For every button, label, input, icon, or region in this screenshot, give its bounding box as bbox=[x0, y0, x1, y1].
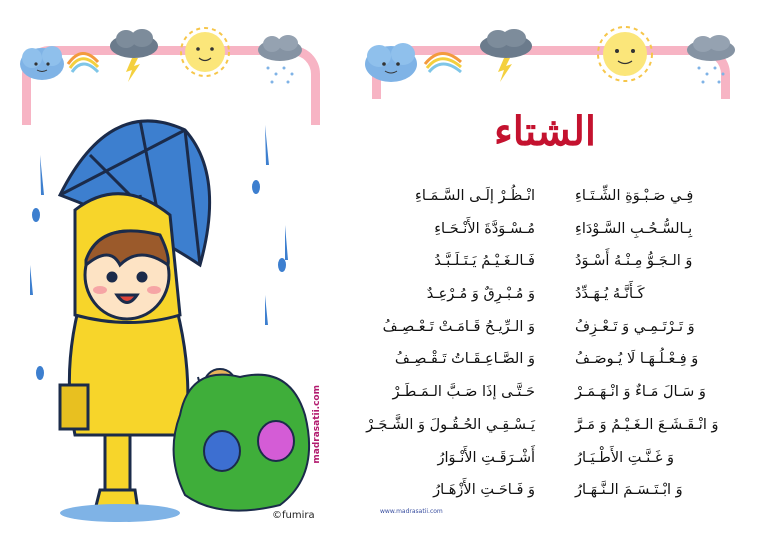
poem-line: وَ الـجَـوُّ مِـنْـهُ أَسْـوَدُ bbox=[575, 253, 693, 270]
poem-line: بِـالسُّـحُـبِ السَّـوْدَاءِ bbox=[575, 220, 693, 237]
right-page bbox=[335, 0, 768, 543]
poem-title: الشتاء bbox=[493, 108, 597, 155]
child-umbrella-illustration bbox=[20, 115, 320, 525]
storm-cloud-icon bbox=[480, 29, 532, 82]
poem-line: أَشْـرَقَـتِ الأَنْـوَارُ bbox=[437, 449, 535, 466]
weather-header-decoration bbox=[365, 22, 745, 92]
watermark: madrasatii.com bbox=[312, 385, 322, 464]
cloud-icon bbox=[365, 43, 417, 82]
rain-cloud-icon bbox=[258, 35, 302, 84]
poem-column-left bbox=[575, 180, 755, 507]
poem-line: مُـسْـوَدَّةَ الأَنْـحَـاءِ bbox=[434, 220, 535, 237]
poem-line: وَ انْـقَـشَـعَ الـغَـيْـمُ وَ مَـرَّ bbox=[575, 416, 719, 433]
poem-line: فِـي صَـبْـوَةِ الشِّـتَـاءِ bbox=[575, 188, 694, 204]
cloud-icon bbox=[20, 46, 64, 80]
poem-body bbox=[355, 180, 755, 507]
weather-header-decoration bbox=[10, 22, 320, 92]
poem-column-right bbox=[355, 180, 535, 507]
poem-line: فَـالـغَـيْـمُ يَـتَـلَـبَّـدُ bbox=[434, 253, 535, 270]
site-link: www.madrasatii.com bbox=[380, 508, 443, 515]
poem-line: يَـسْـقِـي الحُـقُـولَ وَ الشَّـجَـرْ bbox=[366, 416, 535, 433]
poem-line: وَ غَـنَّـتِ الأَطْـيَـارُ bbox=[575, 449, 675, 466]
poem-line: وَ مُـبْـرِقٌ وَ مُـرْعِـدٌ bbox=[426, 286, 535, 303]
sun-icon bbox=[598, 27, 652, 81]
poem-line: وَ الـرِّيـحُ قَـامَـتْ تَـعْـصِـفُ bbox=[382, 318, 535, 335]
rainbow-icon bbox=[425, 53, 461, 72]
copyright-text: ©fumira bbox=[272, 510, 315, 521]
poem-line: كَـأَنَّـهُ يُـهَـدِّدُ bbox=[575, 286, 645, 303]
child-figure bbox=[60, 194, 188, 510]
poem-line: وَ فَـاحَـتِ الأَزْهَـارُ bbox=[433, 482, 535, 499]
left-page bbox=[0, 0, 330, 543]
poem-line: حَـتَّـى إذَا صَـبَّ الـمَـطَـرْ bbox=[392, 384, 535, 401]
poem-line: وَ تَـرْتَـمِـي وَ تَـعْـزِفُ bbox=[575, 318, 695, 335]
bush-icon bbox=[174, 375, 310, 511]
poem-line: وَ ابْـتَـسَـمَ الـنَّـهَـارُ bbox=[575, 482, 683, 499]
rain-cloud-icon bbox=[687, 35, 735, 84]
storm-cloud-icon bbox=[110, 29, 158, 82]
rainbow-icon bbox=[68, 53, 98, 72]
poem-line: وَ فِـعْـلُـهَـا لَا يُـوصَـفُ bbox=[575, 351, 699, 368]
sun-icon bbox=[181, 28, 229, 76]
poem-line: وَ الصَّـاعِـقَـاتُ تَـقْـصِـفُ bbox=[394, 351, 535, 368]
poem-line: وَ سَـالَ مَـاءٌ وَ انْـهَـمَـرْ bbox=[575, 384, 706, 401]
poem-line: انْـظُـرْ إلَـى السَّـمَـاءِ bbox=[415, 188, 535, 204]
puddle bbox=[60, 504, 180, 522]
